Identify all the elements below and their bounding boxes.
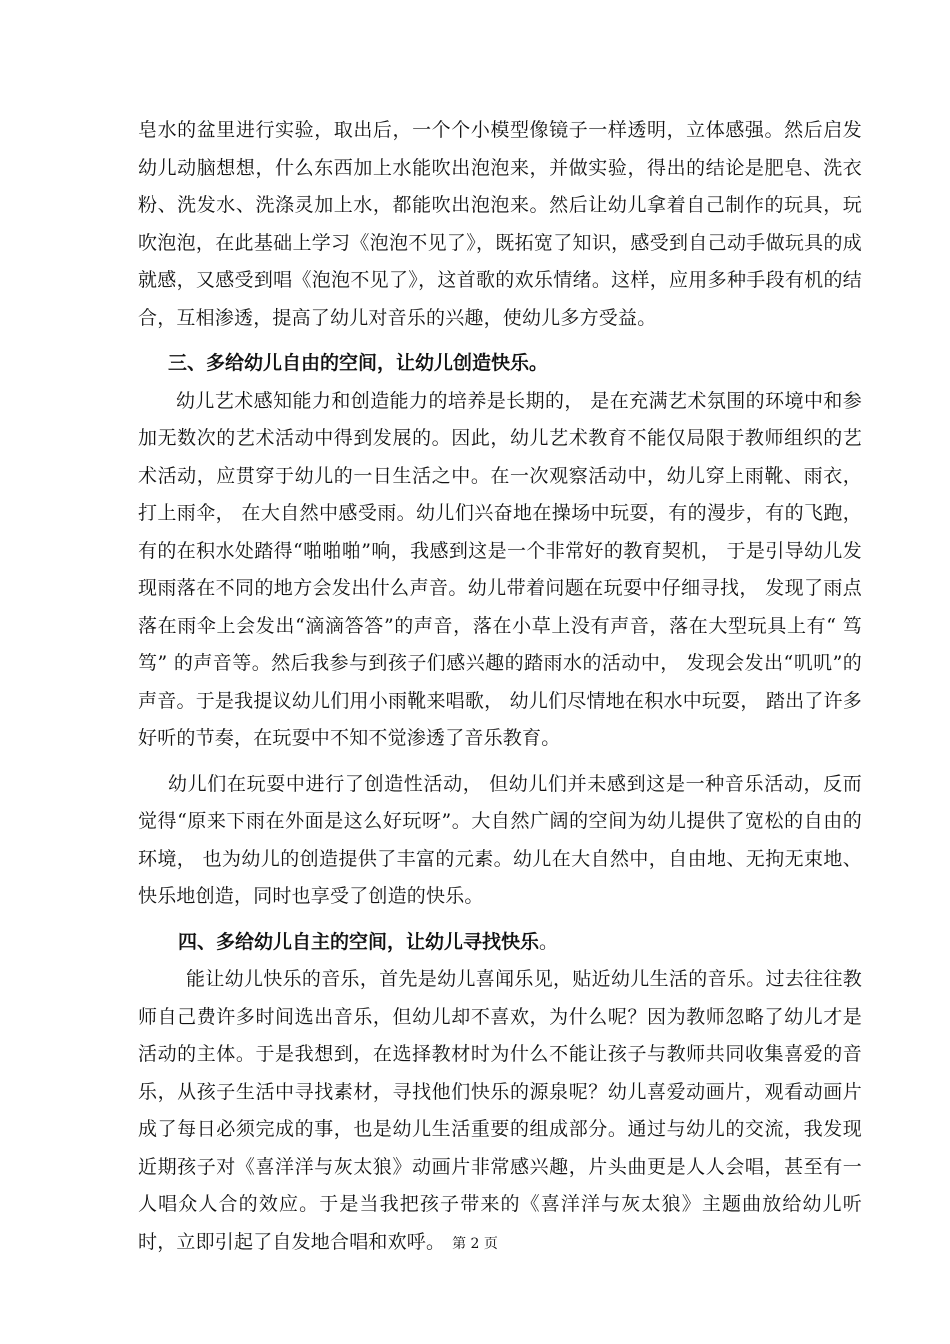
paragraph-music-choice: 能让幼儿快乐的音乐，首先是幼儿喜闻乐见，贴近幼儿生活的音乐。过去往往教师自己费许多时间选出音乐，但幼儿却不喜欢，为什么呢？因为教师忽略了幼儿才是活动的主体。于是我想到，在选择教材时为什么不能让孩子与教师共同收集喜爱的音乐，从孩子生活中寻找素材，寻找他们快乐的源泉呢？幼儿喜爱动画片，观看动画片成了每日必须完成的事，也是幼儿生活重要的组成部分。通过与幼儿的交流，我发现近期孩子对《喜洋洋与灰太狼》动画片非常感兴趣，片头曲更是人人会唱，甚至有一人唱众人合的效应。于是当我把孩子带来的《喜洋洋与灰太狼》主题曲放给幼儿听时，立即引起了自发地合唱和欢呼。 xyxy=(138,968,862,1253)
section-heading-4-text: 四、多给幼儿自主的空间，让幼儿寻找快乐 xyxy=(178,930,540,953)
page-number: 第 2 页 xyxy=(452,1236,498,1252)
spacer xyxy=(138,916,862,924)
paragraph-nature-play: 幼儿们在玩耍中进行了创造性活动， 但幼儿们并未感到这是一种音乐活动，反而觉得“原来下雨在外面是这么好玩呀”。大自然广阔的空间为幼儿提供了宽松的自由的环境， 也为幼儿的创造提供了丰富的元素。幼儿在大自然中，自由地、无拘无束地、快乐地创造，同时也享受了创造的快乐。 xyxy=(138,772,862,907)
paragraph-creativity: 幼儿艺术感知能力和创造能力的培养是长期的， 是在充满艺术氛围的环境中和参加无数次的艺术活动中得到发展的。因此，幼儿艺术教育不能仅局限于教师组织的艺术活动，应贯穿于幼儿的一日生活之中。在一次观察活动中，幼儿穿上雨靴、雨衣， 打上雨伞， 在大自然中感受雨。幼儿们兴奋地在操场中玩耍，有的漫步，有的飞跑，有的在积水处踏得“啪啪啪”响，我感到这是一个非常好的教育契机， 于是引导幼儿发现雨落在不同的地方会发出什么声音。幼儿带着问题在玩耍中仔细寻找， 发现了雨点落在雨伞上会发出“滴滴答答”的声音，落在小草上没有声音，落在大型玩具上有“ 笃笃” 的声音等。然后我参与到孩子们感兴趣的踏雨水的活动中， 发现会发出“叽叽”的声音。于是我提议幼儿们用小雨靴来唱歌， 幼儿们尽情地在积水中玩耍， 踏出了许多好听的节奏，在玩耍中不知不觉渗透了音乐教育。 xyxy=(138,389,862,749)
section-heading-4-tail: 。 xyxy=(539,930,559,953)
spacer xyxy=(138,337,862,345)
document-body xyxy=(138,112,862,1261)
section-heading-3-text: 三、多给幼儿自由的空间，让幼儿创造快乐。 xyxy=(168,352,549,374)
spacer xyxy=(138,758,862,766)
section-heading-4 xyxy=(138,924,862,962)
section-heading-3 xyxy=(138,345,862,383)
paragraph-continuation: 皂水的盆里进行实验，取出后，一个个小模型像镜子一样透明，立体感强。然后启发幼儿动脑想想，什么东西加上水能吹出泡泡来，并做实验，得出的结论是肥皂、洗衣粉、洗发水、洗涤灵加上水，都能吹出泡泡来。然后让幼儿拿着自己制作的玩具，玩吹泡泡，在此基础上学习《泡泡不见了》，既拓宽了知识，感受到自己动手做玩具的成就感，又感受到唱《泡泡不见了》，这首歌的欢乐情绪。这样，应用多种手段有机的结合，互相渗透，提高了幼儿对音乐的兴趣，使幼儿多方受益。 xyxy=(138,119,862,329)
